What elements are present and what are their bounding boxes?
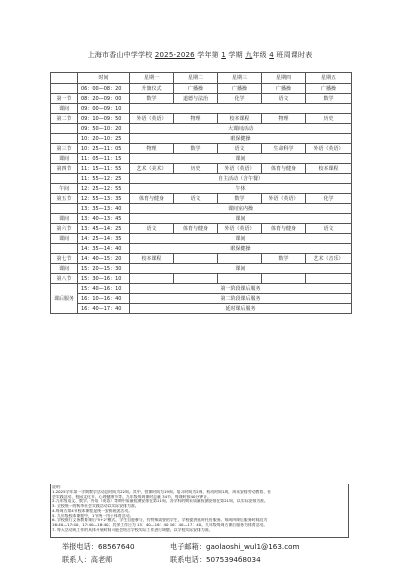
table-row	[51, 184, 352, 194]
time-cell: 15：20—15：30	[78, 264, 130, 274]
subject-cell: 升旗仪式	[130, 84, 174, 94]
merged-cell: 课间	[130, 234, 352, 244]
subject-cell: 广播操	[262, 84, 306, 94]
school-year: 2025-2026	[154, 51, 195, 59]
subject-cell: 体育与健身	[174, 224, 218, 234]
subject-cell: 艺术（音乐）	[306, 254, 352, 264]
table-row	[51, 294, 352, 304]
period-label	[51, 174, 78, 184]
time-cell: 12：55—13：35	[78, 194, 130, 204]
email-label: 电子邮箱：	[170, 542, 206, 551]
note-line: 4.每周五第4节校本课程是统一安排班团活动。	[52, 508, 133, 513]
subject-cell: 外语（英语）	[218, 224, 262, 234]
period-label: 课间	[51, 234, 78, 244]
header-cell: 星期五	[306, 73, 352, 84]
contact-line-2	[62, 555, 261, 565]
table-row	[51, 194, 352, 204]
header-cell: 时间	[78, 73, 130, 84]
subject-cell	[262, 274, 306, 284]
period-label	[51, 204, 78, 214]
time-cell: 11：15—11：55	[78, 164, 130, 174]
contact-tel: 5075394б8034	[205, 555, 261, 564]
period-label: 课后服务	[51, 284, 78, 314]
table-row	[51, 124, 352, 134]
time-cell: 16：40—17：40	[78, 304, 130, 314]
time-cell: 06：00—08：20	[78, 84, 130, 94]
header-row	[51, 73, 352, 84]
period-label: 第三节	[51, 144, 78, 154]
merged-cell: 午休	[130, 184, 352, 194]
semester: 1	[221, 51, 226, 59]
merged-cell: 第一阶段课后服务	[130, 284, 352, 294]
header-cell: 星期二	[174, 73, 218, 84]
subject-cell: 数学	[130, 94, 174, 104]
note-line: 会实践活动、校园文化节、心理健康节等。九年级每周课时总量 34节，每课时按40分钟计。	[52, 494, 211, 499]
period-label: 第二节	[51, 114, 78, 124]
contact-tel-label: 联系电话：	[170, 555, 206, 564]
subject-cell: 物理	[174, 114, 218, 124]
time-cell: 13：35—13：40	[78, 204, 130, 214]
period-label: 课间	[51, 104, 78, 114]
timetable	[50, 72, 352, 314]
subject-cell: 化学	[306, 194, 352, 204]
period-label	[51, 244, 78, 254]
subject-cell: 校本课程	[218, 114, 262, 124]
merged-cell: 课间室内操	[130, 204, 352, 214]
period-label: 课间	[51, 154, 78, 164]
merged-cell: 课间	[130, 154, 352, 164]
title-text-2: 学期	[228, 51, 243, 59]
subject-cell: 语文	[130, 224, 174, 234]
grade: 九	[245, 51, 253, 59]
time-cell: 10：20—10：25	[78, 134, 130, 144]
merged-cell: 眼保健操	[130, 134, 352, 144]
subject-cell: 数学	[306, 94, 352, 104]
subject-cell: 物理	[130, 144, 174, 154]
table-row	[51, 304, 352, 314]
contact-line-1	[62, 542, 300, 552]
time-cell: 08：20—09：00	[78, 94, 130, 104]
merged-cell: 课间	[130, 214, 352, 224]
time-cell: 16：10—16：40	[78, 294, 130, 304]
table-row	[51, 114, 352, 124]
time-cell: 12：25—12：55	[78, 184, 130, 194]
title-text-3: 年级	[252, 51, 267, 59]
period-label: 第八节	[51, 274, 78, 284]
subject-cell: 历史	[174, 164, 218, 174]
time-cell: 13：45—14：25	[78, 224, 130, 234]
subject-cell	[306, 274, 352, 284]
table-row	[51, 154, 352, 164]
table-row	[51, 214, 352, 224]
merged-cell: 第二阶段课后服务	[130, 294, 352, 304]
subject-cell: 广播操	[306, 84, 352, 94]
subject-cell: 语文	[174, 194, 218, 204]
title-text-1: 学年第	[197, 51, 219, 59]
period-label	[51, 84, 78, 94]
subject-cell: 外语（英语）	[262, 194, 306, 204]
note-line: 5. 九年级校本课程中，1节统一用于体育活动。	[52, 513, 134, 518]
table-row	[51, 244, 352, 254]
note-line: 3. 全校统一的秋季社会实践活动以实际安排为准。	[52, 504, 139, 508]
subject-cell	[218, 274, 262, 284]
note-line: 说明：	[52, 485, 64, 489]
school-name: 上海市香山中学学校	[87, 51, 153, 59]
time-cell: 15：40—16：10	[78, 284, 130, 294]
time-cell: 09：50—10：20	[78, 124, 130, 134]
class-number: 4	[269, 51, 274, 59]
subject-cell: 物理	[262, 114, 306, 124]
time-cell: 14：25—14：35	[78, 234, 130, 244]
subject-cell: 校本课程	[130, 254, 174, 264]
note-line: 2.九年级语文、数学、外语（英语）等期中质量检测安排在第11周，各学科的期末质量检测安排在第21周，以实际安排为准。	[52, 499, 268, 504]
subject-cell	[174, 254, 218, 264]
note-line: 7. 每天活动成工作的具体开展时间可能会结合学校实际工作进行调整。以学校实际安排为准。	[52, 527, 213, 532]
subject-cell	[130, 274, 174, 284]
time-cell: 11：55—12：25	[78, 174, 130, 184]
table-row	[51, 204, 352, 214]
time-cell: 14：40—15：20	[78, 254, 130, 264]
table-row	[51, 94, 352, 104]
note-line: 16:40—17:40、17:40—18:40；其余工作日为 15：40—16：40 16：40—17：40。九年级每周五课后服务为体育活动。	[52, 523, 268, 527]
subject-cell: 体育与健身	[130, 194, 174, 204]
notes-section	[50, 484, 349, 538]
period-label: 第七节	[51, 254, 78, 264]
subject-cell: 体育与健身	[262, 164, 306, 174]
period-label: 午间	[51, 184, 78, 194]
table-row	[51, 284, 352, 294]
subject-cell	[218, 254, 262, 264]
subject-cell: 校本课程	[306, 164, 352, 174]
subject-cell: 广播操	[218, 84, 262, 94]
merged-cell: 眼保健操	[130, 244, 352, 254]
header-cell: 星期一	[130, 73, 174, 84]
table-row	[51, 104, 352, 114]
subject-cell: 语文	[262, 94, 306, 104]
subject-cell: 道德与法治	[174, 94, 218, 104]
period-label	[51, 134, 78, 144]
note-line: 1.2025学年第一学期教学活动总时间为22周。其中，授课时间为19周，复习时间为2周，机动时间1周，周末安排劳动教育、社	[52, 489, 272, 494]
time-cell: 10：25—11：05	[78, 144, 130, 154]
subject-cell: 外语（英语）	[218, 164, 262, 174]
note-line: 6. 学校推行义务教育课后"5+2"模式，学生自愿参与，有特殊需要的学生，学校提供延时托管服务。每周四课后服务时间段为	[52, 518, 268, 523]
table-row	[51, 234, 352, 244]
subject-cell: 数学	[218, 194, 262, 204]
table-row	[51, 274, 352, 284]
header-cell: 星期三	[218, 73, 262, 84]
subject-cell: 外语（英语）	[306, 144, 352, 154]
subject-cell: 数学	[174, 144, 218, 154]
period-label: 课间	[51, 214, 78, 224]
table-row	[51, 134, 352, 144]
subject-cell: 语文	[306, 224, 352, 234]
table-row	[51, 254, 352, 264]
report-phone-label: 举报电话：	[62, 542, 98, 551]
subject-cell: 艺术（美术）	[130, 164, 174, 174]
subject-cell: 体育与健身	[262, 224, 306, 234]
table-row	[51, 174, 352, 184]
time-cell: 13：40—13：45	[78, 214, 130, 224]
report-phone: 68567640	[97, 542, 135, 551]
time-cell: 14：35—14：40	[78, 244, 130, 254]
merged-cell: 大课间活动	[130, 124, 352, 134]
merged-cell: 延时课后服务	[130, 304, 352, 314]
header-cell: 星期四	[262, 73, 306, 84]
subject-cell: 生命科学	[262, 144, 306, 154]
merged-cell	[130, 104, 352, 114]
contact-person-label: 联系人：	[62, 555, 91, 564]
subject-cell: 数学	[262, 254, 306, 264]
time-cell: 15：30—16：10	[78, 274, 130, 284]
time-cell: 09：10—09：50	[78, 114, 130, 124]
time-cell: 11：05—11：15	[78, 154, 130, 164]
table-row	[51, 264, 352, 274]
subject-cell: 历史	[306, 114, 352, 124]
contact-person: 高老师	[90, 555, 113, 564]
title-text-4: 班周课时表	[276, 51, 313, 59]
subject-cell	[174, 274, 218, 284]
period-label: 第六节	[51, 224, 78, 234]
subject-cell: 化学	[218, 94, 262, 104]
period-label: 第一节	[51, 94, 78, 104]
table-row	[51, 144, 352, 154]
table-row	[51, 164, 352, 174]
period-label: 第五节	[51, 194, 78, 204]
period-label: 课间	[51, 264, 78, 274]
period-label: 第四节	[51, 164, 78, 174]
subject-cell: 广播操	[174, 84, 218, 94]
email: gaolaoshi_wul1@163.com	[205, 542, 300, 551]
period-label	[51, 124, 78, 134]
header-cell	[51, 73, 78, 84]
table-row	[51, 224, 352, 234]
table-row	[51, 84, 352, 94]
timetable-title	[0, 50, 400, 60]
subject-cell: 语文	[218, 144, 262, 154]
time-cell: 09：00—09：10	[78, 104, 130, 114]
merged-cell: 自主活动（含午餐）	[130, 174, 352, 184]
merged-cell: 课间	[130, 264, 352, 274]
subject-cell: 外语（英语）	[130, 114, 174, 124]
